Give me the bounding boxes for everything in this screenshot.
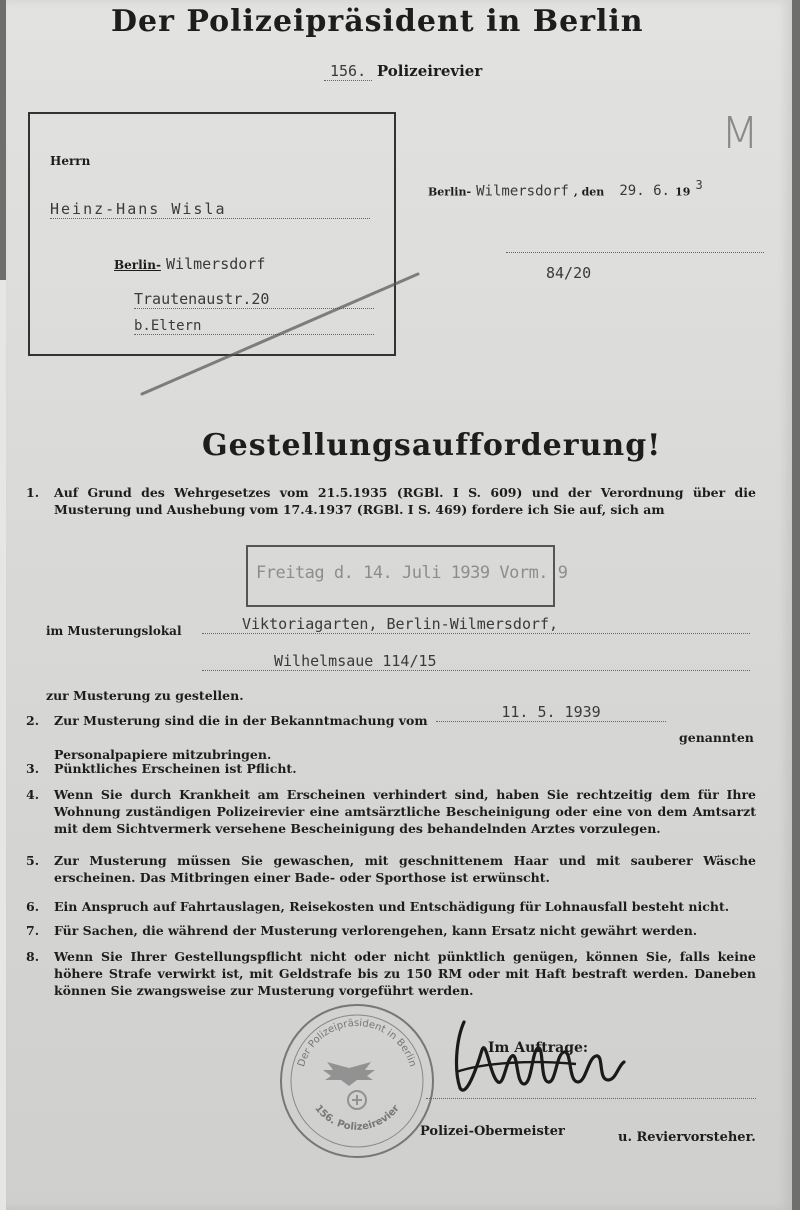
eagle-emblem-icon [323, 1060, 375, 1109]
item-number: 7. [26, 923, 40, 938]
document-page [6, 0, 792, 1210]
dateline-year-prefix: 19 [675, 185, 691, 199]
item-text: Wenn Sie durch Krankheit am Erscheinen verhindert sind, haben Sie rechtzeitig dem für Ihre Wohnung zuständigen Polizeirevier eine amtsärztliche Bescheinigung oder eine von dem Amtsarzt mit dem Sichtvermerk versehene Bescheinigung des behandelnden Arztes vorzulegen. [54, 787, 756, 836]
precinct-line [324, 62, 482, 80]
item-6 [26, 898, 756, 916]
item-number: 2. [26, 713, 40, 728]
item-number: 6. [26, 899, 40, 914]
recipient-care-of: b.Eltern [134, 318, 374, 335]
item-text: Auf Grund des Wehrgesetzes vom 21.5.1935 (RGBl. I S. 609) und der Verordnung über die Musterung und Aushebung vom 17.4.1937 (RGBl. I S. 469) fordere ich Sie auf, sich am [54, 485, 756, 517]
item-5 [26, 852, 756, 888]
dateline [428, 178, 768, 199]
precinct-label: Polizeirevier [376, 62, 483, 80]
svg-text:156. Polizeirevier [312, 1103, 402, 1133]
item-text-after: genannten Personalpapiere mitzubringen. [54, 730, 754, 762]
location-line-1: Viktoriagarten, Berlin-Wilmersdorf, [202, 615, 750, 634]
announcement-date: 11. 5. 1939 [436, 704, 666, 722]
recipient-city-label: Berlin- [114, 258, 161, 272]
location-line-2: Wilhelmsaue 114/15 [202, 652, 750, 671]
location-label: im Musterungslokal [46, 624, 182, 638]
dateline-city-label: Berlin- [428, 185, 472, 199]
location-closing: zur Musterung zu gestellen. [46, 688, 244, 703]
dateline-rule [506, 252, 764, 253]
precinct-number: 156. [324, 62, 372, 81]
item-number: 1. [26, 485, 40, 500]
item-text: Für Sachen, die während der Musterung verlorengehen, kann Ersatz nicht gewährt werden. [54, 923, 698, 938]
appointment-stamp: Freitag d. 14. Juli 1939 Vorm. 9 [256, 563, 568, 583]
salutation: Herrn [50, 154, 91, 168]
document-header-title: Der Polizeipräsident in Berlin [111, 4, 644, 39]
item-1 [26, 484, 756, 520]
signatory-rank: Polizei-Obermeister [420, 1124, 565, 1139]
item-text: Pünktliches Erscheinen ist Pflicht. [54, 761, 297, 776]
pencil-strike-mark [136, 262, 436, 402]
file-number: 84/20 [546, 264, 592, 282]
document-title: Gestellungsaufforderung! [202, 428, 662, 463]
recipient-name: Heinz-Hans Wisla [50, 200, 370, 219]
appointment-stamp-box [246, 545, 568, 607]
handwritten-signature [446, 1010, 636, 1105]
svg-text:Der Polizeipräsident in Berlin [296, 1018, 418, 1068]
item-2 [26, 703, 756, 762]
item-number: 4. [26, 787, 40, 802]
item-text: Zur Musterung müssen Sie gewaschen, mit geschnittenem Haar und mit sauberer Wäsche erscheinen. Das Mitbringen einer Bade- oder Sporthose ist erwünscht. [54, 853, 756, 885]
item-3 [26, 760, 756, 778]
seal-bottom-text: 156. Polizeirevier [312, 1103, 402, 1133]
official-seal [276, 1000, 438, 1162]
dateline-district: Wilmersdorf [476, 183, 569, 200]
item-number: 3. [26, 761, 40, 776]
recipient-street: Trautenaustr.20 [134, 290, 374, 309]
dateline-den-label: , den [573, 185, 605, 199]
item-7 [26, 922, 756, 940]
signature-rule [426, 1098, 756, 1099]
item-4 [26, 786, 756, 840]
item-text: Ein Anspruch auf Fahrtauslagen, Reisekosten und Entschädigung für Lohnausfall besteht nicht. [54, 899, 730, 914]
dateline-date: 29. 6. [619, 183, 670, 200]
item-text-before: Zur Musterung sind die in der Bekanntmachung vom [54, 713, 428, 728]
signatory-suffix: u. Reviervorsteher. [618, 1130, 756, 1145]
item-number: 8. [26, 949, 40, 964]
dateline-year-suffix: 3 [695, 178, 703, 192]
item-number: 5. [26, 853, 40, 868]
item-text: Wenn Sie Ihrer Gestellungspflicht nicht oder nicht pünktlich genügen, können Sie, falls keine höhere Strafe verwirkt ist, mit Geldstrafe bis zu 150 RM oder mit Haft bestraft werden. Daneben können Sie zwangsweise zur Musterung vorgeführt werden. [54, 949, 756, 998]
recipient-district: Wilmersdorf [166, 255, 266, 273]
seal-text: Der Polizeipräsident in Berlin [296, 1017, 418, 1069]
handwritten-mark: M [721, 108, 759, 159]
im-auftrage-label: Im Auftrage: [488, 1040, 589, 1056]
item-8 [26, 948, 756, 1002]
